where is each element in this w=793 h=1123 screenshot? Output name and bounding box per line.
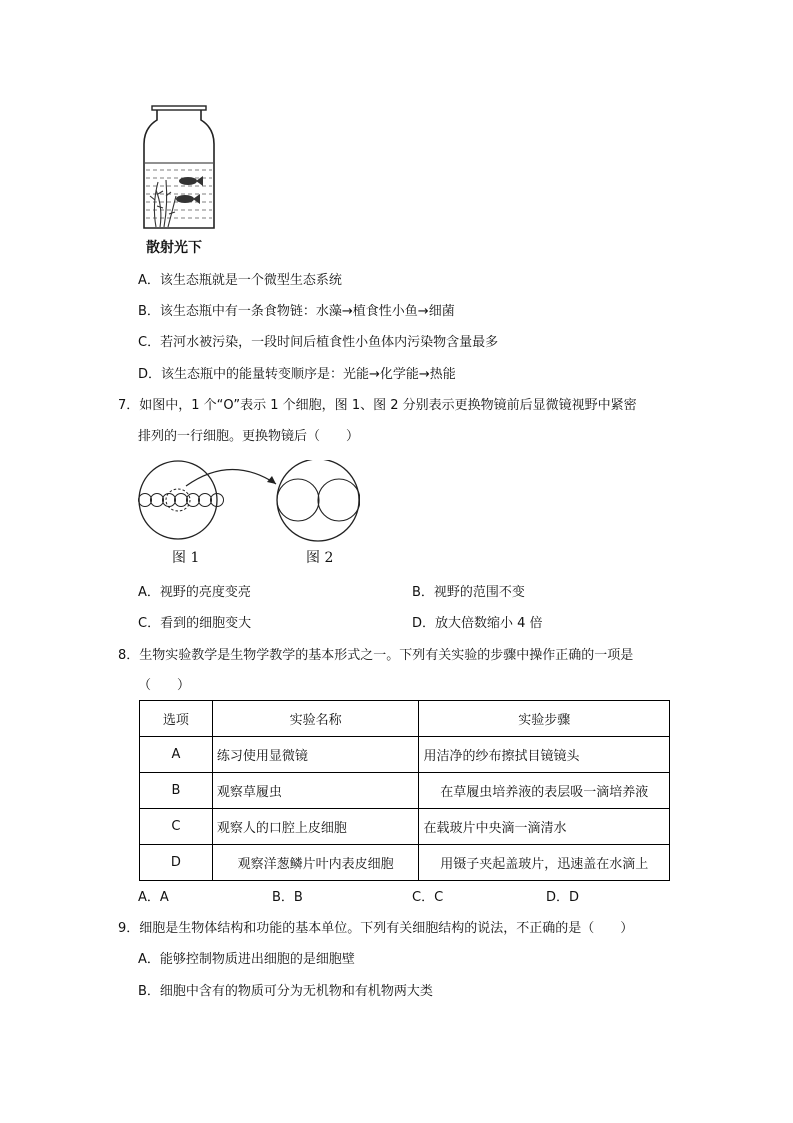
table-row bbox=[140, 737, 670, 773]
q6-option-c: C．若河水被污染，一段时间后植食性小鱼体内污染物含量最多 bbox=[138, 335, 499, 350]
table-cell: 观察人的口腔上皮细胞 bbox=[212, 809, 419, 845]
fish-icon bbox=[176, 176, 203, 204]
q8-stem-line2: （ ） bbox=[138, 678, 191, 693]
table-cell: 用洁净的纱布擦拭目镜镜头 bbox=[419, 737, 670, 773]
table-cell: D bbox=[140, 845, 213, 881]
q8-option-a: A．A bbox=[138, 890, 169, 905]
q7-stem-line1: 7．如图中，1 个“O”表示 1 个细胞，图 1、图 2 分别表示更换物镜前后显微镜视野中紧密 bbox=[118, 398, 637, 413]
q8-stem-line1: 8．生物实验教学是生物学教学的基本形式之一。下列有关实验的步骤中操作正确的一项是 bbox=[118, 648, 634, 663]
q8-option-c: C．C bbox=[412, 890, 444, 905]
q7-option-c: C．看到的细胞变大 bbox=[138, 616, 252, 631]
table-cell: 观察草履虫 bbox=[212, 773, 419, 809]
table-row bbox=[140, 809, 670, 845]
q6-option-a: A．该生态瓶就是一个微型生态系统 bbox=[138, 273, 342, 288]
table-cell: B bbox=[140, 773, 213, 809]
q6-option-d: D．该生态瓶中的能量转变顺序是：光能→化学能→热能 bbox=[138, 367, 456, 382]
table-cell: A bbox=[140, 737, 213, 773]
table-cell: 练习使用显微镜 bbox=[212, 737, 419, 773]
fig2-label: 图 2 bbox=[306, 550, 334, 566]
q7-stem-line2: 排列的一行细胞。更换物镜后（ ） bbox=[138, 429, 360, 444]
q8-option-b: B．B bbox=[272, 890, 303, 905]
table-header: 实验名称 bbox=[212, 701, 419, 737]
q9-option-a: A．能够控制物质进出细胞的是细胞壁 bbox=[138, 952, 355, 967]
table-cell: 用镊子夹起盖玻片，迅速盖在水滴上 bbox=[419, 845, 670, 881]
eco-bottle-figure bbox=[138, 100, 220, 236]
table-cell: 在草履虫培养液的表层吸一滴培养液 bbox=[419, 773, 670, 809]
fig1-label: 图 1 bbox=[172, 550, 200, 566]
table-cell: 观察洋葱鳞片叶内表皮细胞 bbox=[212, 845, 419, 881]
experiment-table bbox=[139, 700, 670, 881]
table-cell: C bbox=[140, 809, 213, 845]
water-plant-icon bbox=[150, 180, 176, 227]
table-cell: 在载玻片中央滴一滴清水 bbox=[419, 809, 670, 845]
table-header: 选项 bbox=[140, 701, 213, 737]
q8-option-d: D．D bbox=[546, 890, 580, 905]
q6-option-b: B．该生态瓶中有一条食物链：水藻→植食性小鱼→细菌 bbox=[138, 304, 455, 319]
q9-stem: 9．细胞是生物体结构和功能的基本单位。下列有关细胞结构的说法，不正确的是（ ） bbox=[118, 921, 634, 936]
q7-option-b: B．视野的范围不变 bbox=[412, 585, 525, 600]
q7-option-a: A．视野的亮度变亮 bbox=[138, 585, 251, 600]
q9-option-b: B．细胞中含有的物质可分为无机物和有机物两大类 bbox=[138, 984, 433, 999]
table-row bbox=[140, 845, 670, 881]
bottle-caption: 散射光下 bbox=[146, 240, 202, 256]
q7-option-d: D．放大倍数缩小 4 倍 bbox=[412, 616, 543, 631]
table-header-row bbox=[140, 701, 670, 737]
table-row bbox=[140, 773, 670, 809]
table-header: 实验步骤 bbox=[419, 701, 670, 737]
